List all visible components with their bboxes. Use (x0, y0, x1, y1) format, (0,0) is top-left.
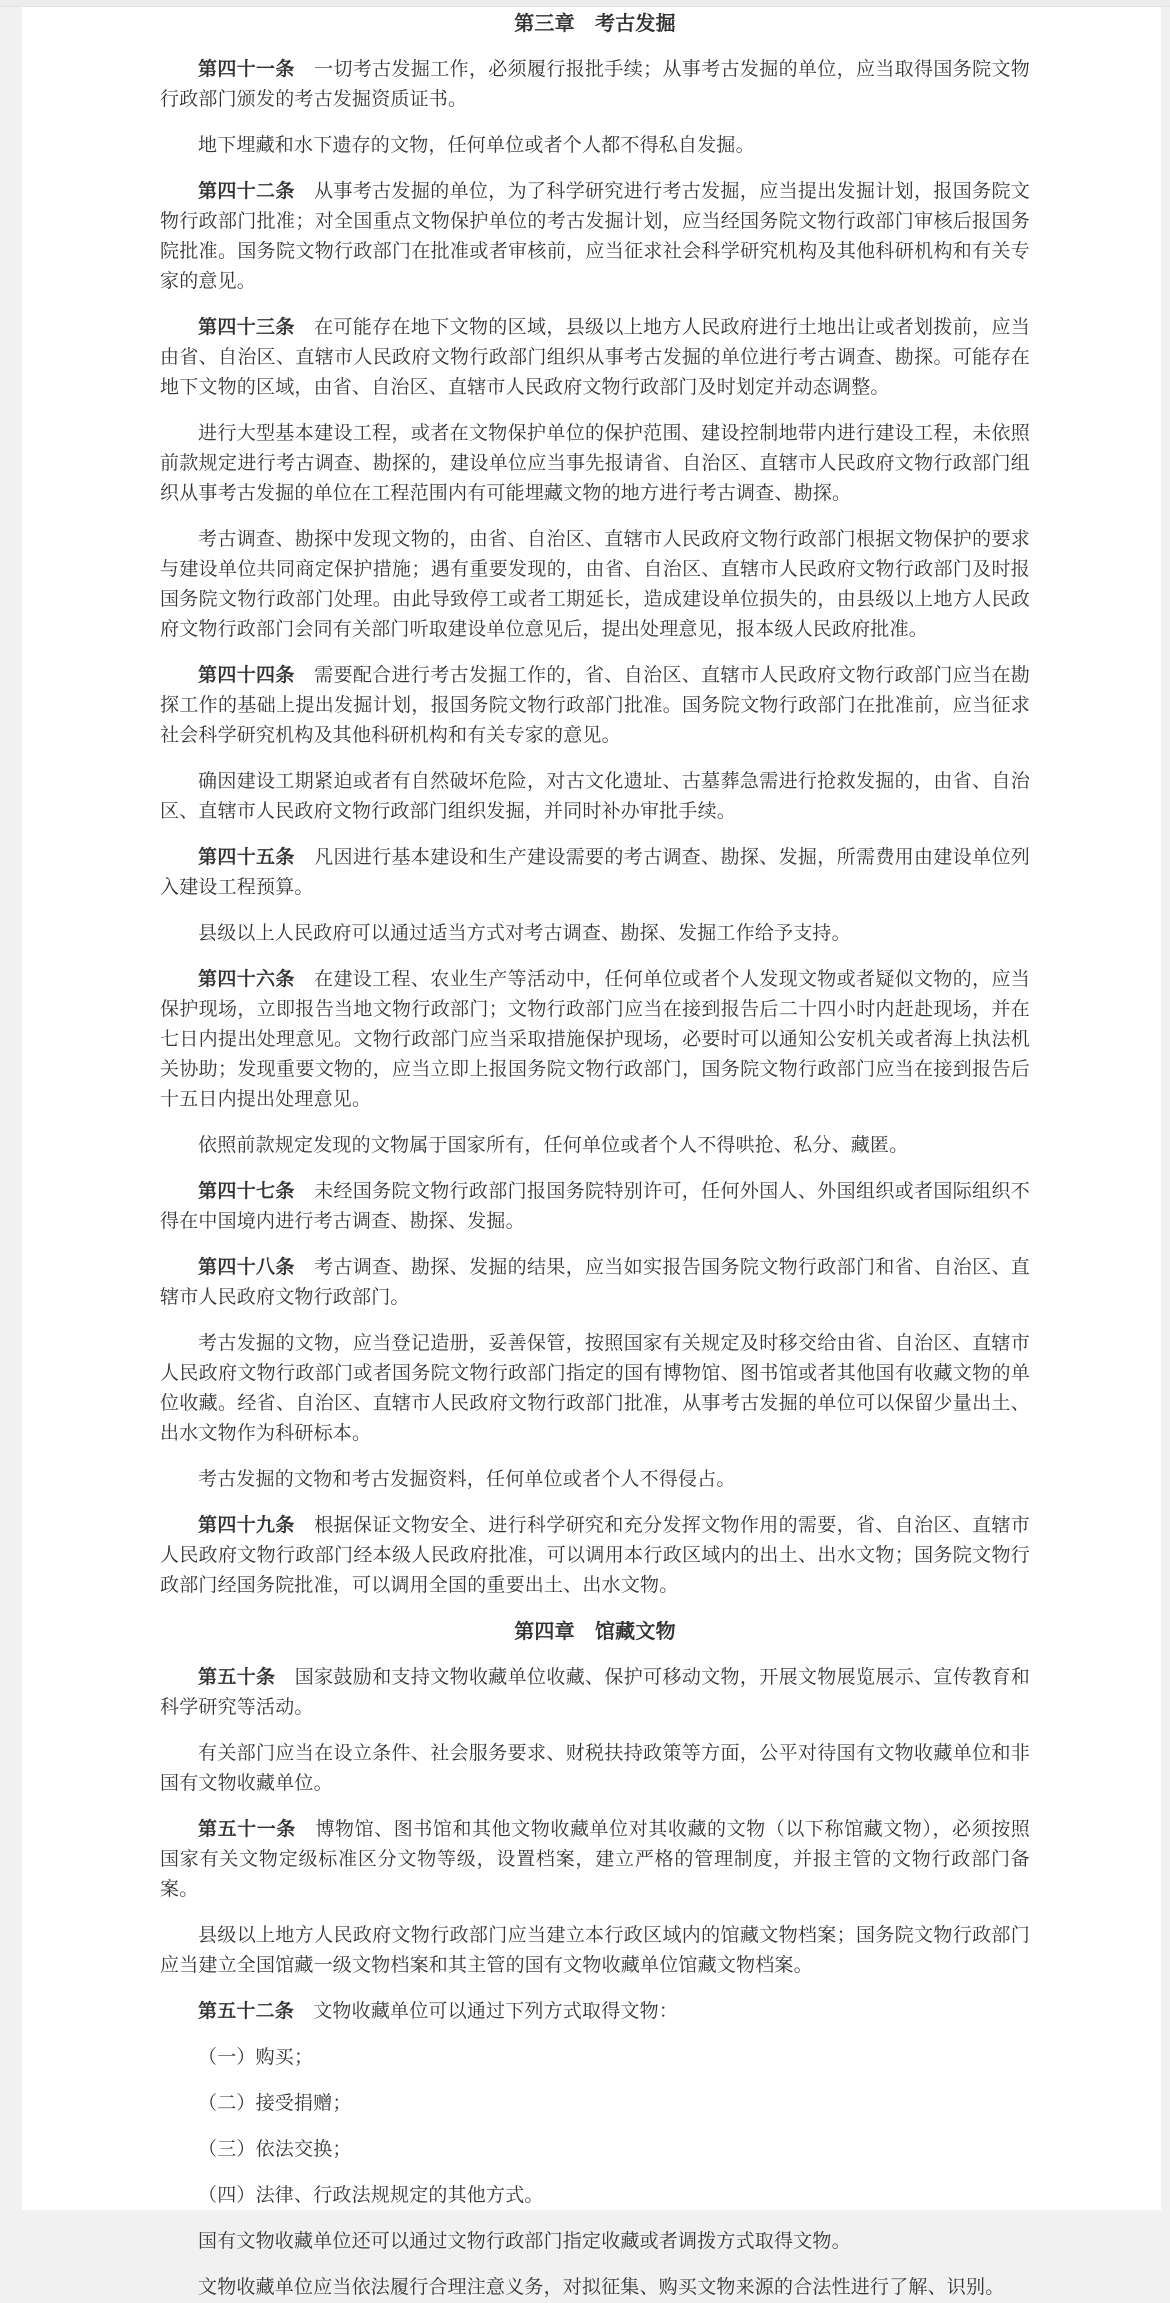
article-number: 第五十一条 (198, 1819, 296, 1840)
article-number: 第四十七条 (198, 1181, 295, 1202)
article-text: 从事考古发掘的单位，为了科学研究进行考古发掘，应当提出发掘计划，报国务院文物行政部门批准；对全国重点文物保护单位的考古发掘计划，应当经国务院文物行政部门审核后报国务院批准。国务院文物行政部门在批准或者审核前，应当征求社会科学研究机构及其他科研机构和有关专家的意见。 (160, 181, 1030, 292)
body-paragraph: 确因建设工期紧迫或者有自然破坏危险，对古文化遗址、古墓葬急需进行抢救发掘的，由省、自治区、直辖市人民政府文物行政部门组织发掘，并同时补办审批手续。 (160, 771, 1030, 822)
article-number: 第四十四条 (198, 665, 295, 686)
body-paragraph: 考古调查、勘探中发现文物的，由省、自治区、直辖市人民政府文物行政部门根据文物保护的要求与建设单位共同商定保护措施；遇有重要发现的，由省、自治区、直辖市人民政府文物行政部门及时报国务院文物行政部门处理。由此导致停工或者工期延长，造成建设单位损失的，由县级以上地方人民政府文物行政部门会同有关部门听取建设单位意见后，提出处理意见，报本级人民政府批准。 (160, 529, 1030, 640)
article-text: 在可能存在地下文物的区域，县级以上地方人民政府进行土地出让或者划拨前，应当由省、自治区、直辖市人民政府文物行政部门组织从事考古发掘的单位进行考古调查、勘探。可能存在地下文物的区域，由省、自治区、直辖市人民政府文物行政部门及时划定并动态调整。 (160, 317, 1030, 398)
article-paragraph (160, 965, 1030, 1115)
article-paragraph (160, 313, 1030, 403)
body-paragraph: 县级以上人民政府可以通过适当方式对考古调查、勘探、发掘工作给予支持。 (198, 923, 851, 944)
article-text: 国家鼓励和支持文物收藏单位收藏、保护可移动文物，开展文物展览展示、宣传教育和科学研究等活动。 (160, 1667, 1030, 1718)
article-number: 第四十五条 (198, 847, 295, 868)
article-text: 根据保证文物安全、进行科学研究和充分发挥文物作用的需要，省、自治区、直辖市人民政府文物行政部门经本级人民政府批准，可以调用本行政区域内的出土、出水文物；国务院文物行政部门经国务院批准，可以调用全国的重要出土、出水文物。 (160, 1515, 1030, 1596)
article-text: 凡因进行基本建设和生产建设需要的考古调查、勘探、发掘，所需费用由建设单位列入建设工程预算。 (160, 847, 1030, 898)
article-number: 第四十六条 (198, 969, 295, 990)
article-text: 一切考古发掘工作，必须履行报批手续；从事考古发掘的单位，应当取得国务院文物行政部门颁发的考古发掘资质证书。 (160, 59, 1030, 110)
article-text: 考古调查、勘探、发掘的结果，应当如实报告国务院文物行政部门和省、自治区、直辖市人民政府文物行政部门。 (160, 1257, 1030, 1308)
body-paragraph: 考古发掘的文物和考古发掘资料，任何单位或者个人不得侵占。 (198, 1469, 736, 1490)
article-number: 第五十二条 (198, 2001, 295, 2022)
article-number: 第四十八条 (198, 1257, 295, 1278)
body-paragraph: （三）依法交换； (198, 2139, 352, 2160)
body-paragraph: 地下埋藏和水下遗存的文物，任何单位或者个人都不得私自发掘。 (198, 135, 755, 156)
article-text: 博物馆、图书馆和其他文物收藏单位对其收藏的文物（以下称馆藏文物），必须按照国家有关文物定级标准区分文物等级，设置档案，建立严格的管理制度，并报主管的文物行政部门备案。 (160, 1819, 1030, 1900)
article-paragraph (160, 1997, 1030, 2027)
article-number: 第四十一条 (198, 59, 295, 80)
body-paragraph: 考古发掘的文物，应当登记造册，妥善保管，按照国家有关规定及时移交给由省、自治区、直辖市人民政府文物行政部门或者国务院文物行政部门指定的国有博物馆、图书馆或者其他国有收藏文物的单位收藏。经省、自治区、直辖市人民政府文物行政部门批准，从事考古发掘的单位可以保留少量出土、出水文物作为科研标本。 (160, 1333, 1030, 1444)
article-number: 第四十九条 (198, 1515, 295, 1536)
body-paragraph: （四）法律、行政法规规定的其他方式。 (198, 2185, 544, 2206)
body-paragraph: （一）购买； (198, 2047, 314, 2068)
article-number: 第五十条 (198, 1667, 276, 1688)
body-paragraph: 县级以上地方人民政府文物行政部门应当建立本行政区域内的馆藏文物档案；国务院文物行政部门应当建立全国馆藏一级文物档案和其主管的国有文物收藏单位馆藏文物档案。 (160, 1925, 1030, 1976)
document-body (22, 7, 1161, 2303)
article-text: 文物收藏单位可以通过下列方式取得文物： (313, 2001, 679, 2022)
chapter-heading: 第四章 馆藏文物 (514, 1621, 676, 1643)
article-text: 需要配合进行考古发掘工作的，省、自治区、直辖市人民政府文物行政部门应当在勘探工作的基础上提出发掘计划，报国务院文物行政部门批准。国务院文物行政部门在批准前，应当征求社会科学研究机构及其他科研机构和有关专家的意见。 (160, 665, 1030, 746)
body-paragraph: 国有文物收藏单位还可以通过文物行政部门指定收藏或者调拨方式取得文物。 (198, 2231, 851, 2252)
article-paragraph (160, 1815, 1030, 1905)
article-paragraph (160, 1663, 1030, 1723)
article-paragraph (160, 1177, 1030, 1237)
article-paragraph (160, 843, 1030, 903)
chapter-heading: 第三章 考古发掘 (514, 13, 676, 35)
body-paragraph: 文物收藏单位应当依法履行合理注意义务，对拟征集、购买文物来源的合法性进行了解、识别。 (198, 2277, 1005, 2298)
article-text: 未经国务院文物行政部门报国务院特别许可，任何外国人、外国组织或者国际组织不得在中国境内进行考古调查、勘探、发掘。 (160, 1181, 1030, 1232)
article-text: 在建设工程、农业生产等活动中，任何单位或者个人发现文物或者疑似文物的，应当保护现场，立即报告当地文物行政部门；文物行政部门应当在接到报告后二十四小时内赶赴现场，并在七日内提出处理意见。文物行政部门应当采取措施保护现场，必要时可以通知公安机关或者海上执法机关协助；发现重要文物的，应当立即上报国务院文物行政部门，国务院文物行政部门应当在接到报告后十五日内提出处理意见。 (160, 969, 1030, 1110)
article-paragraph (160, 661, 1030, 751)
article-paragraph (160, 177, 1030, 297)
article-number: 第四十二条 (198, 181, 295, 202)
article-number: 第四十三条 (198, 317, 295, 338)
top-toolbar-edge (0, 0, 1170, 7)
article-paragraph (160, 1511, 1030, 1601)
document-page (22, 7, 1161, 2298)
body-paragraph: 有关部门应当在设立条件、社会服务要求、财税扶持政策等方面，公平对待国有文物收藏单位和非国有文物收藏单位。 (160, 1743, 1030, 1794)
body-paragraph: 进行大型基本建设工程，或者在文物保护单位的保护范围、建设控制地带内进行建设工程，未依照前款规定进行考古调查、勘探的，建设单位应当事先报请省、自治区、直辖市人民政府文物行政部门组织从事考古发掘的单位在工程范围内有可能埋藏文物的地方进行考古调查、勘探。 (160, 423, 1030, 504)
article-paragraph (160, 1253, 1030, 1313)
article-paragraph (160, 55, 1030, 115)
body-paragraph: （二）接受捐赠； (198, 2093, 352, 2114)
body-paragraph: 依照前款规定发现的文物属于国家所有，任何单位或者个人不得哄抢、私分、藏匿。 (198, 1135, 909, 1156)
